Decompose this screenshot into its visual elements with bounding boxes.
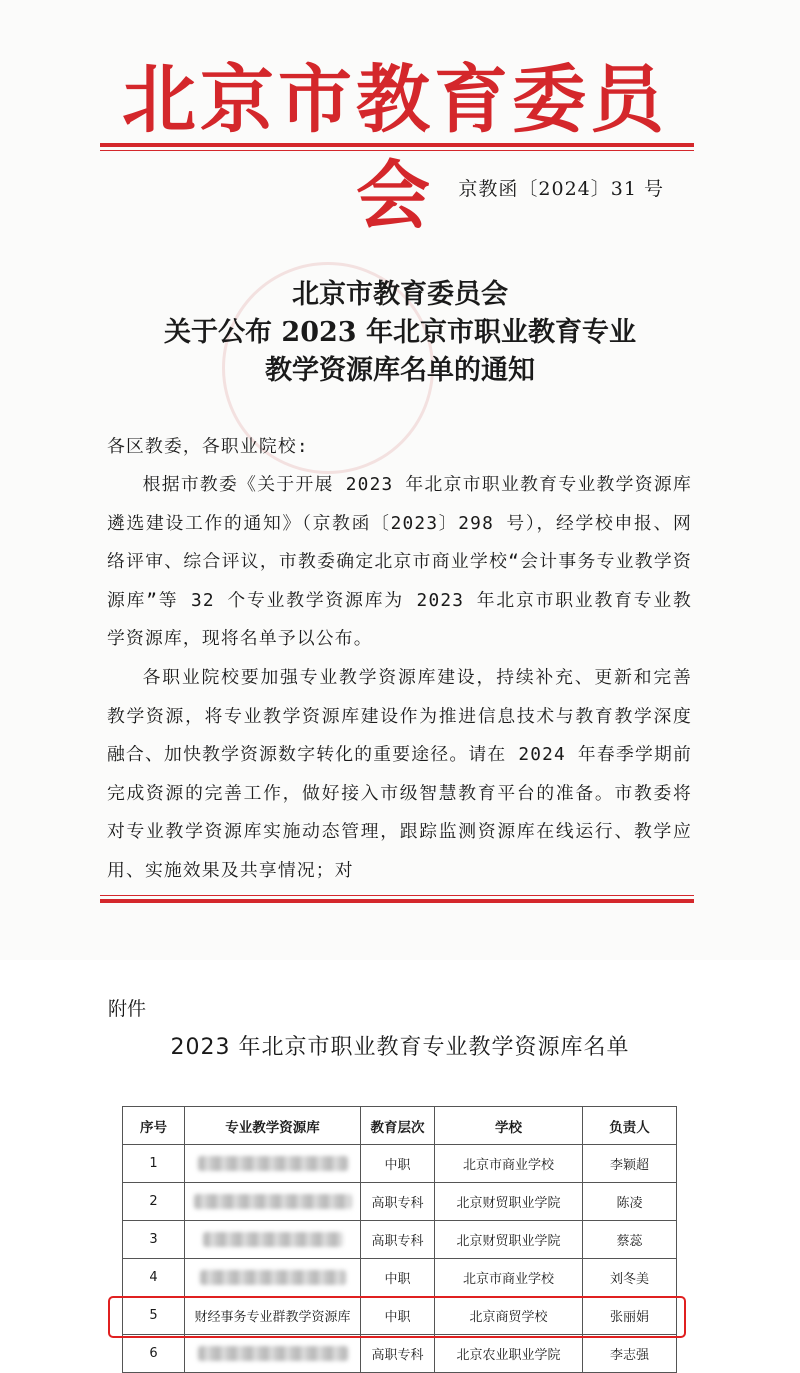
table-row xyxy=(123,1183,677,1221)
cell-leader: 李颖超 xyxy=(583,1145,677,1183)
cell-library-redacted xyxy=(185,1183,361,1221)
cell-school: 北京财贸职业学院 xyxy=(435,1221,583,1259)
cell-level: 中职 xyxy=(361,1297,435,1335)
red-rule-bottom-thin xyxy=(100,895,694,896)
cell-index: 5 xyxy=(123,1297,185,1335)
header-library: 专业教学资源库 xyxy=(185,1107,361,1145)
red-rule-bottom xyxy=(100,899,694,903)
header-level: 教育层次 xyxy=(361,1107,435,1145)
cell-library-redacted xyxy=(185,1145,361,1183)
header-leader: 负责人 xyxy=(583,1107,677,1145)
table-row xyxy=(123,1221,677,1259)
cell-library: 财经事务专业群教学资源库 xyxy=(185,1297,361,1335)
attachment-label: 附件 xyxy=(108,998,147,1020)
cell-library-redacted xyxy=(185,1259,361,1297)
highlight-box-row-5 xyxy=(108,1296,686,1338)
cell-index: 4 xyxy=(123,1259,185,1297)
table-header-row xyxy=(123,1107,677,1145)
cell-leader: 蔡蕊 xyxy=(583,1221,677,1259)
table-row xyxy=(123,1145,677,1183)
cell-leader: 张丽娟 xyxy=(583,1297,677,1335)
cell-school: 北京农业职业学院 xyxy=(435,1335,583,1373)
attachment-title: 2023 年北京市职业教育专业教学资源库名单 xyxy=(170,1035,630,1060)
table-row xyxy=(123,1335,677,1373)
cell-leader: 刘冬美 xyxy=(583,1259,677,1297)
cell-index: 3 xyxy=(123,1221,185,1259)
cell-index: 1 xyxy=(123,1145,185,1183)
table-row xyxy=(123,1259,677,1297)
cell-leader: 李志强 xyxy=(583,1335,677,1373)
redaction-blur xyxy=(198,1156,348,1171)
cell-level: 高职专科 xyxy=(361,1221,435,1259)
cell-library-redacted xyxy=(185,1221,361,1259)
paragraph-1: 根据市教委《关于开展 2023 年北京市职业教育专业教学资源库遴选建设工作的通知》（京教函〔2023〕298 号），经学校申报、网络评审、综合评议，市教委确定北京市商业学校“会计事务专业教学资源库”等 32 个专业教学资源库为 2023 年北京市职业教育专业教学资源库，现将名单予以公布。 xyxy=(107,474,692,649)
cell-school: 北京商贸学校 xyxy=(435,1297,583,1335)
document-number: 京教函〔2024〕31 号 xyxy=(458,178,664,200)
red-rule-top xyxy=(100,143,694,147)
cell-school: 北京市商业学校 xyxy=(435,1259,583,1297)
cell-level: 高职专科 xyxy=(361,1183,435,1221)
header-index: 序号 xyxy=(123,1107,185,1145)
salutation: 各区教委，各职业院校: xyxy=(107,436,309,457)
redaction-blur xyxy=(198,1346,348,1361)
notice-title-line-1: 北京市教育委员会 xyxy=(292,279,508,310)
cell-index: 2 xyxy=(123,1183,185,1221)
letterhead: 北京市教育委员会 xyxy=(122,57,668,239)
cell-index: 6 xyxy=(123,1335,185,1373)
redaction-blur xyxy=(200,1270,346,1285)
cell-library-redacted xyxy=(185,1335,361,1373)
header-school: 学校 xyxy=(435,1107,583,1145)
notice-title-line-3: 教学资源库名单的通知 xyxy=(265,355,535,386)
cell-level: 高职专科 xyxy=(361,1335,435,1373)
paragraph-2: 各职业院校要加强专业教学资源库建设，持续补充、更新和完善教学资源，将专业教学资源库建设作为推进信息技术与教育教学深度融合、加快教学资源数字转化的重要途径。请在 2024 年春季学期前完成资源的完善工作，做好接入市级智慧教育平台的准备。市教委将对专业教学资源库实施动态管理，跟踪监测资源库在线运行、教学应用、实施效果及共享情况；对 xyxy=(107,667,692,881)
notice-title-line-2: 关于公布 2023 年北京市职业教育专业 xyxy=(164,317,636,348)
red-rule-top-thin xyxy=(100,150,694,151)
cell-level: 中职 xyxy=(361,1145,435,1183)
cell-leader: 陈凌 xyxy=(583,1183,677,1221)
cell-school: 北京财贸职业学院 xyxy=(435,1183,583,1221)
redaction-blur xyxy=(194,1194,352,1209)
cell-school: 北京市商业学校 xyxy=(435,1145,583,1183)
cell-level: 中职 xyxy=(361,1259,435,1297)
redaction-blur xyxy=(203,1232,343,1247)
